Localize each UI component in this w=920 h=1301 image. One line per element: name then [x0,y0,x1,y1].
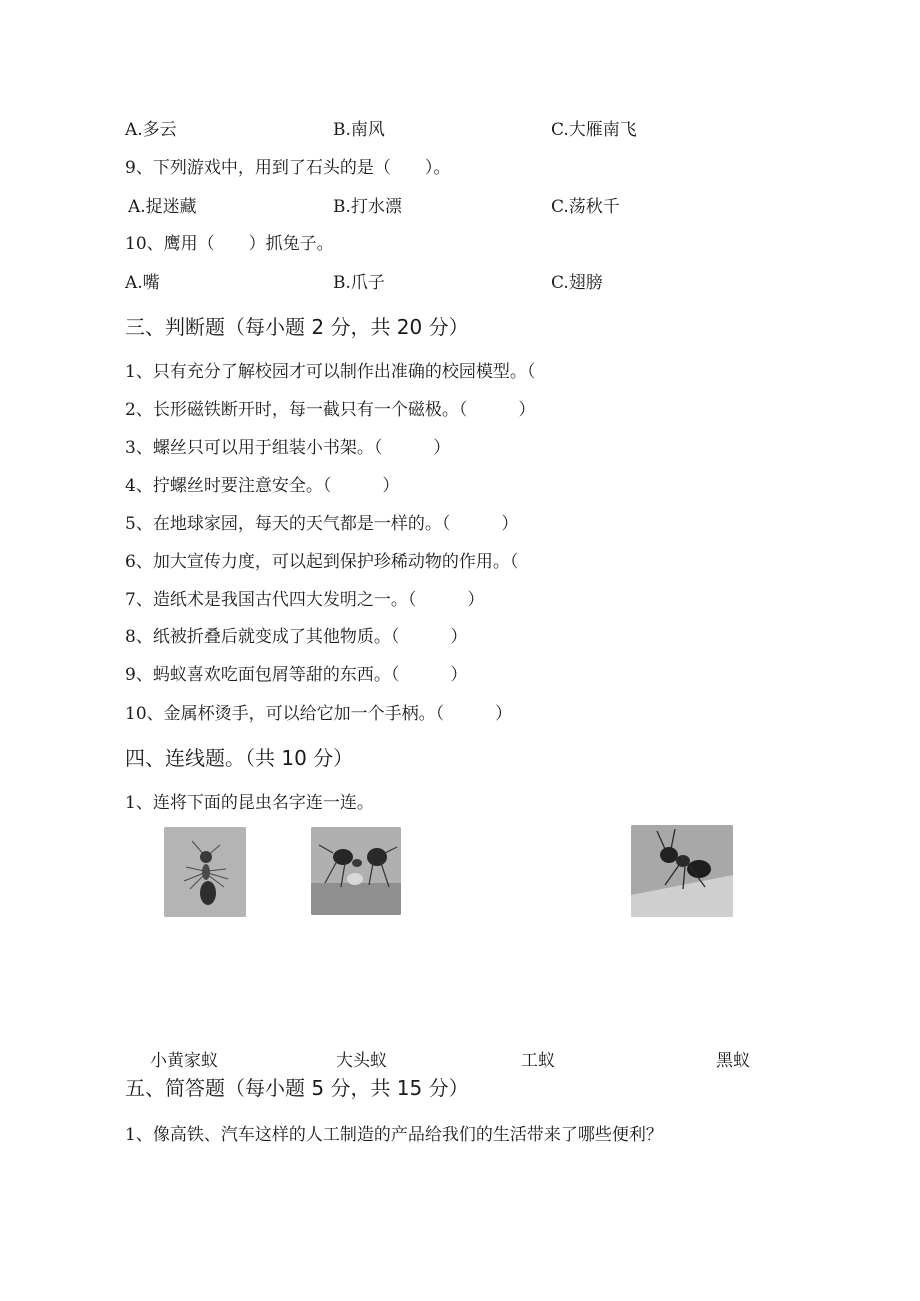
q8-option-b: B.南风 [333,120,385,140]
ant-photo-1 [164,827,246,917]
q9-option-c: C.荡秋千 [551,197,620,217]
ant-photo-3 [631,825,733,917]
q9-text: 9、下列游戏中，用到了石头的是（ ）。 [125,158,451,178]
insect-label-1: 小黄家蚁 [150,1051,218,1071]
q9-option-a: A.捉迷藏 [128,197,197,217]
short-answer-question-1: 1、像高铁、汽车这样的人工制造的产品给我们的生活带来了哪些便利？ [125,1125,663,1145]
judge-item-6: 6、加大宣传力度，可以起到保护珍稀动物的作用。（ [125,552,519,572]
q9-option-b: B.打水漂 [333,197,402,217]
insect-label-3: 工蚁 [521,1051,555,1071]
judge-item-5: 5、在地球家园，每天的天气都是一样的。（ ） [125,514,519,534]
judge-item-10: 10、金属杯烫手，可以给它加一个手柄。（ ） [125,704,513,724]
match-question-1: 1、连将下面的昆虫名字连一连。 [125,793,374,813]
q10-option-b: B.爪子 [333,273,385,293]
q10-option-a: A.嘴 [125,273,160,293]
judge-item-7: 7、造纸术是我国古代四大发明之一。（ ） [125,590,485,610]
section3-title: 三、判断题（每小题 2 分，共 20 分） [125,315,469,339]
section5-title: 五、简答题（每小题 5 分，共 15 分） [125,1076,469,1100]
judge-item-8: 8、纸被折叠后就变成了其他物质。（ ） [125,627,468,647]
judge-item-2: 2、长形磁铁断开时，每一截只有一个磁极。（ ） [125,400,536,420]
insect-label-2: 大头蚁 [336,1051,387,1071]
section4-title: 四、连线题。（共 10 分） [125,746,354,770]
q10-text: 10、鹰用（ ）抓兔子。 [125,234,334,254]
ant-photo-2 [311,827,401,915]
insect-label-4: 黑蚁 [716,1051,750,1071]
judge-item-3: 3、螺丝只可以用于组装小书架。（ ） [125,438,451,458]
q8-option-c: C.大雁南飞 [551,120,637,140]
q10-option-c: C.翅膀 [551,273,603,293]
judge-item-1: 1、只有充分了解校园才可以制作出准确的校园模型。（ [125,362,536,382]
judge-item-9: 9、蚂蚁喜欢吃面包屑等甜的东西。（ ） [125,665,468,685]
q8-option-a: A.多云 [125,120,177,140]
judge-item-4: 4、拧螺丝时要注意安全。（ ） [125,476,400,496]
